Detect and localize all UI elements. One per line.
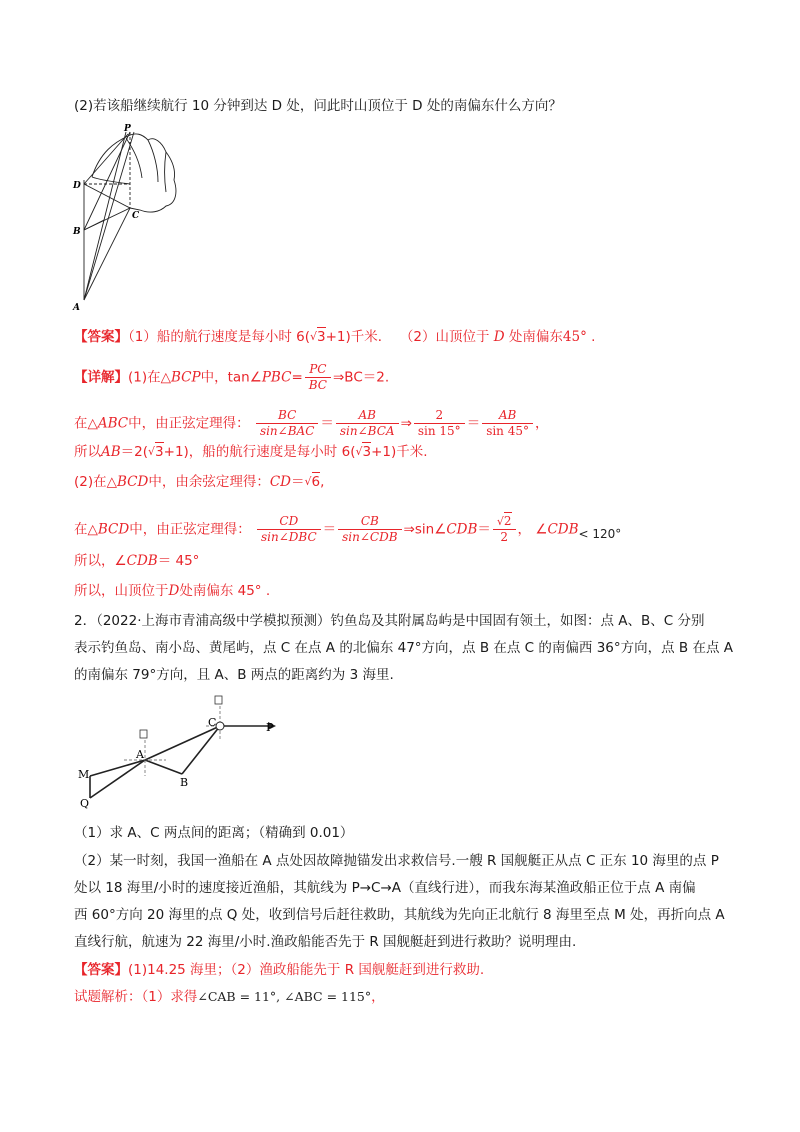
answer1-d: D [493, 329, 505, 345]
sine2-eq: ＝ [322, 521, 337, 538]
fig2-label-m: M [78, 768, 90, 781]
sine-abc: ABC [97, 415, 129, 432]
analysis-line [74, 987, 385, 1007]
frac-num: CB [338, 514, 401, 530]
so-cdb-pre: 所以，∠ [74, 553, 127, 569]
so-ab-mid: ＝2( [120, 444, 149, 460]
so-ab-post: +1)，船的航行速度是每小时 6( [163, 444, 356, 460]
cos-sqrt6: 6 [311, 474, 321, 490]
so-ab-pre: 所以 [74, 444, 101, 460]
answer1-end: . [591, 329, 596, 345]
problem-2-line-1: 2．（2022·上海市青浦高级中学模拟预测）钓鱼岛及其附属岛屿是中国固有领土，如图：点 A、B、C 分别 [74, 613, 705, 629]
detail1-mid: 中，tan∠ [200, 369, 262, 386]
cos-pre: (2)在△ [74, 474, 118, 490]
sine-frac-2 [336, 408, 399, 439]
sine2-lt: < 120° [578, 526, 622, 541]
sine2-arrow: ⇒sin∠ [403, 521, 447, 538]
cos-rule-line: (2)在△BCD中，由余弦定理得：CD＝√6, [74, 474, 325, 490]
sine2-cdb2: CDB [547, 521, 579, 538]
so-conc-post: 处南偏东 45° [179, 583, 262, 599]
so-ab-sqrt-b: 3 [362, 444, 372, 460]
sub-question-2-line-3: 西 60°方向 20 海里的点 Q 处，收到信号后赶往救助，其航线为先向正北航行 8 海里至点 M 处，再折向点 A [74, 907, 725, 923]
island-figure [74, 690, 284, 810]
answer1-angle: 45° [562, 329, 587, 345]
sine-mid: 中，由正弦定理得： [128, 415, 250, 432]
cos-bcd: BCD [117, 474, 149, 490]
mountain-figure [70, 122, 190, 312]
frac-den: sin∠BAC [259, 424, 315, 438]
analysis-end: ， [371, 989, 385, 1005]
frac-num: AB [336, 408, 399, 424]
answer1-part1-end: +1)千米． [325, 329, 392, 345]
frac-den: sin 15° [417, 424, 461, 438]
question-2-prompt: (2)若该船继续航行 10 分钟到达 D 处，问此时山顶位于 D 处的南偏东什么方向？ [74, 98, 562, 114]
sine2-frac-2 [338, 514, 401, 545]
answer-tag: 【答案】 [74, 329, 128, 345]
sine2-pre: 在△ [74, 521, 98, 538]
frac-num: AB [482, 408, 533, 424]
sine2-angle-pre: ∠ [535, 521, 548, 538]
answer1-part1: （1）船的航行速度是每小时 6( [128, 329, 310, 345]
detail1-fraction [305, 362, 331, 393]
detail-1 [74, 362, 389, 393]
sine2-cdb: CDB [446, 521, 478, 538]
so-conc-end: . [265, 583, 271, 599]
fig1-label-a: A [73, 303, 80, 312]
sub-question-2-line-1: （2）某一时刻，我国一渔船在 A 点处因故障抛锚发出求救信号.一艘 R 国舰艇正从点 C 正东 10 海里的点 P [74, 853, 719, 869]
so-ab-line: 所以AB＝2(√3+1)，船的航行速度是每小时 6(√3+1)千米. [74, 444, 428, 460]
frac-den: 2 [500, 530, 509, 544]
sine-eq2: ＝ [466, 415, 481, 432]
answer-2-tag: 【答案】 [74, 962, 128, 978]
frac-num: 2 [414, 408, 465, 424]
fig2-label-c: C [208, 716, 217, 729]
sine-comma: ， [535, 415, 549, 432]
so-ab-end: +1)千米. [371, 444, 428, 460]
detail1-pbc: PBC [261, 369, 292, 386]
frac-den: sin∠CDB [342, 530, 398, 544]
so-cdb-line [74, 551, 199, 571]
detail-tag: 【详解】 [74, 369, 128, 386]
answer1-part2: （2）山顶位于 [399, 329, 490, 345]
fig2-label-p: P [266, 721, 274, 734]
so-cdb-eq: ＝ 45° [157, 553, 200, 569]
analysis-pre: 试题解析：（1）求得 [74, 989, 198, 1005]
frac-den: sin∠DBC [261, 530, 317, 544]
answer1-part2-mid: 处南偏东 [508, 329, 563, 345]
answer-2 [74, 960, 484, 980]
analysis-formula: ∠CAB = 11°, ∠ABC = 115° [197, 989, 372, 1004]
frac-num: BC [256, 408, 318, 424]
frac-num-sqrt: 2 [503, 514, 512, 528]
fig1-label-b: B [73, 227, 81, 237]
sine-arrow: ⇒ [400, 415, 412, 432]
so-conclusion-line [74, 581, 270, 601]
detail1-bcp: BCP [171, 369, 201, 386]
answer-1: 【答案】（1）船的航行速度是每小时 6(√3+1)千米． （2）山顶位于 D 处南偏东45° . [74, 329, 596, 345]
cos-mid: 中，由余弦定理得： [148, 474, 270, 490]
frac-num: CD [257, 514, 321, 530]
sine-rule-line [74, 408, 549, 439]
sine-pre: 在△ [74, 415, 98, 432]
frac-den: sin 45° [486, 424, 529, 438]
fig1-label-c: C [132, 211, 140, 221]
sine2-frac-3 [493, 514, 516, 545]
frac-num: √2 [493, 514, 516, 530]
sine2-frac-1 [257, 514, 321, 545]
fig2-label-b: B [180, 776, 189, 789]
detail1-pre: (1)在△ [128, 369, 172, 386]
so-conc-pre: 所以，山顶位于 [74, 583, 169, 599]
detail1-eq: = [291, 369, 303, 386]
frac-den: sin∠BCA [339, 424, 395, 438]
problem-2-line-3: 的南偏东 79°方向，且 A、B 两点的距离约为 3 海里. [74, 667, 394, 683]
cos-cd: CD [269, 474, 291, 490]
fig2-north-mark-c: □ [216, 690, 222, 696]
sub-question-1: （1）求 A、C 两点间的距离；（精确到 0.01） [74, 825, 354, 841]
frac-den: BC [308, 378, 327, 392]
so-conc-d: D [168, 583, 180, 599]
fig1-label-p: P [124, 124, 131, 134]
problem-2-line-2: 表示钓鱼岛、南小岛、黄尾屿，点 C 在点 A 的北偏东 47°方向，点 B 在点 C 的南偏西 36°方向，点 B 在点 A [74, 640, 733, 656]
cos-comma: , [320, 474, 325, 490]
answer1-sqrt: 3 [317, 329, 326, 345]
so-cdb-cdb: CDB [126, 553, 158, 569]
sine-frac-1 [256, 408, 318, 439]
sine-rule-2-line [74, 514, 621, 545]
sine2-comma: ， [517, 521, 532, 538]
sine2-bcd: BCD [97, 521, 130, 538]
fig1-label-d: D [73, 181, 81, 191]
answer-2-text: (1)14.25 海里；（2）渔政船能先于 R 国舰艇赶到进行救助. [128, 962, 485, 978]
sine-frac-4 [482, 408, 533, 439]
sine2-mid: 中，由正弦定理得： [129, 521, 251, 538]
so-ab-ab: AB [101, 444, 121, 460]
fig2-label-q: Q [80, 797, 90, 810]
sub-question-2-line-2: 处以 18 海里/小时的速度接近渔船，其航线为 P→C→A（直线行进），而我东海某渔政船正位于点 A 南偏 [74, 880, 696, 896]
fig2-label-a: A [136, 748, 144, 761]
cos-eq: ＝ [291, 474, 305, 490]
sine2-eq2: ＝ [477, 521, 491, 538]
frac-num: PC [305, 362, 331, 378]
sine-eq1: ＝ [320, 415, 334, 432]
so-ab-sqrt: 3 [155, 444, 164, 460]
sine-frac-3 [414, 408, 465, 439]
sub-question-2-line-4: 直线行航，航速为 22 海里/小时.渔政船能否先于 R 国舰艇赶到进行救助？说明理由. [74, 934, 577, 950]
detail1-tail: ⇒BC＝2. [332, 369, 390, 386]
